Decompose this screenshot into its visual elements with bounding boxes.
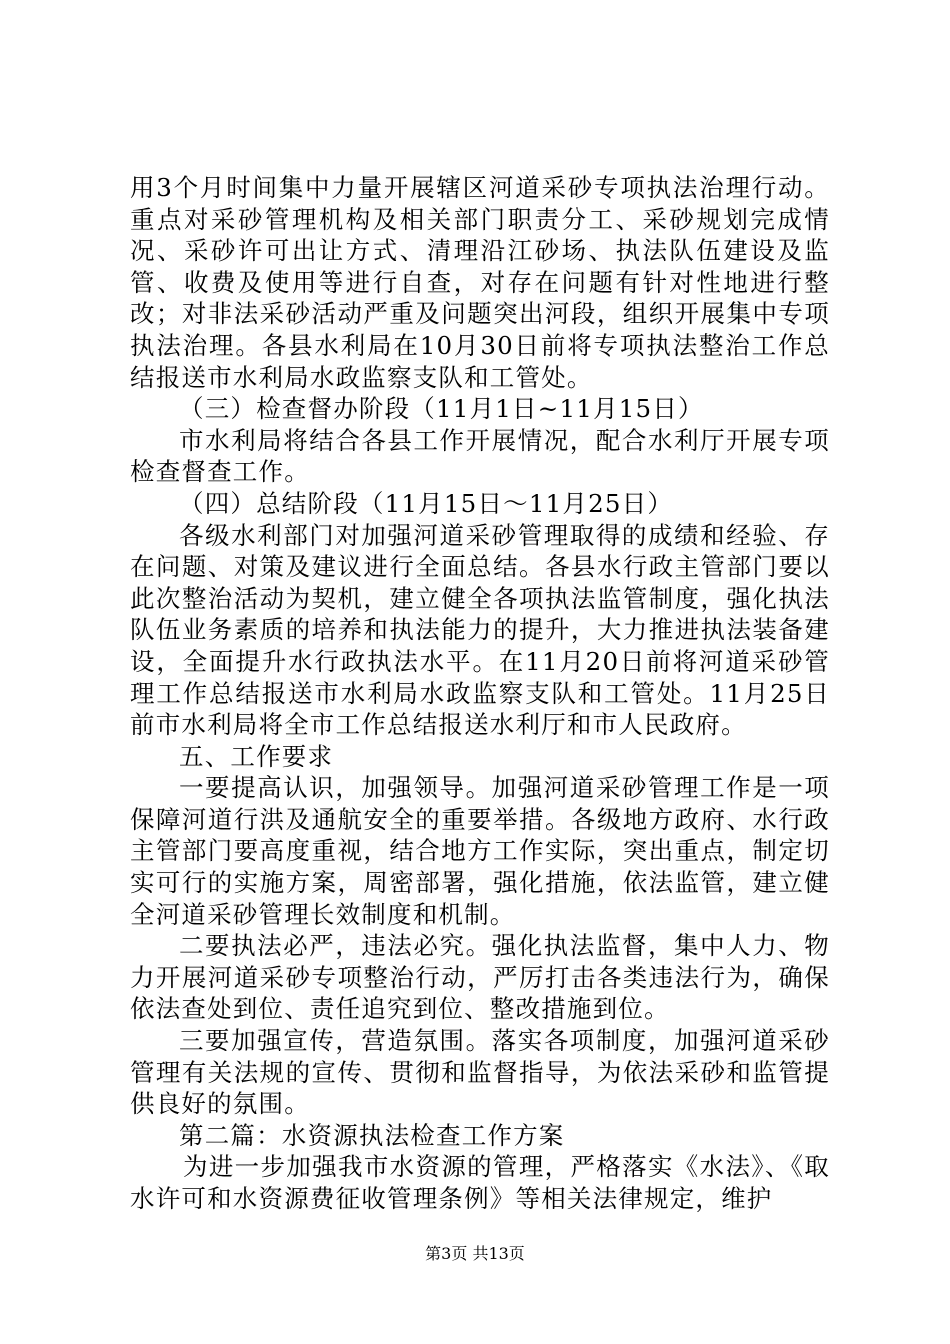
paragraph-part-two-intro: 为进一步加强我市水资源的管理，严格落实《水法》、《取水许可和水资源费征收管理条例》等相关法律规定，维护 — [130, 1152, 830, 1213]
paragraph-requirement-1: 一要提高认识，加强领导。加强河道采砂管理工作是一项保障河道行洪及通航安全的重要举措。各级地方政府、水行政主管部门要高度重视，结合地方工作实际，突出重点，制定切实可行的实施方案，周密部署，强化措施，依法监管，建立健全河道采砂管理长效制度和机制。 — [130, 773, 830, 929]
paragraph-special-enforcement: 用3个月时间集中力量开展辖区河道采砂专项执法治理行动。重点对采砂管理机构及相关部门职责分工、采砂规划完成情况、采砂许可出让方式、清理沿江砂场、执法队伍建设及监管、收费及使用等进行自查，对存在问题有针对性地进行整改；对非法采砂活动严重及问题突出河段，组织开展集中专项执法治理。各县水利局在10月30日前将专项执法整治工作总结报送市水利局水政监察支队和工管处。 — [130, 173, 830, 392]
heading-inspection-stage: （三）检查督办阶段（11月1日~11月15日） — [179, 394, 704, 424]
page-footer — [0, 1244, 950, 1264]
paragraph-requirement-3: 三要加强宣传，营造氛围。落实各项制度，加强河道采砂管理有关法规的宣传、贯彻和监督指导，为依法采砂和监管提供良好的氛围。 — [130, 1026, 830, 1119]
document-body — [130, 172, 830, 1215]
paragraph-inspection: 市水利局将结合各县工作开展情况，配合水利厅开展专项检查督查工作。 — [130, 425, 830, 487]
paragraph-requirement-2: 二要执法必严，违法必究。强化执法监督，集中人力、物力开展河道采砂专项整治行动，严厉打击各类违法行为，确保依法查处到位、责任追究到位、整改措施到位。 — [130, 931, 830, 1024]
heading-summary-stage: （四）总结阶段（11月15日～11月25日） — [179, 488, 674, 518]
heading-part-two: 第二篇：水资源执法检查工作方案 — [179, 1120, 565, 1150]
paragraph-summary: 各级水利部门对加强河道采砂管理取得的成绩和经验、存在问题、对策及建议进行全面总结。各县水行政主管部门要以此次整治活动为契机，建立健全各项执法监管制度，强化执法队伍业务素质的培养和执法能力的提升，大力推进执法装备建设，全面提升水行政执法水平。在11月20日前将河道采砂管理工作总结报送市水利局水政监察支队和工管处。11月25日前市水利局将全市工作总结报送水利厅和市人民政府。 — [130, 520, 830, 740]
heading-work-requirements: 五、工作要求 — [179, 741, 334, 771]
page-number: 第3页 共13页 — [425, 1244, 525, 1263]
